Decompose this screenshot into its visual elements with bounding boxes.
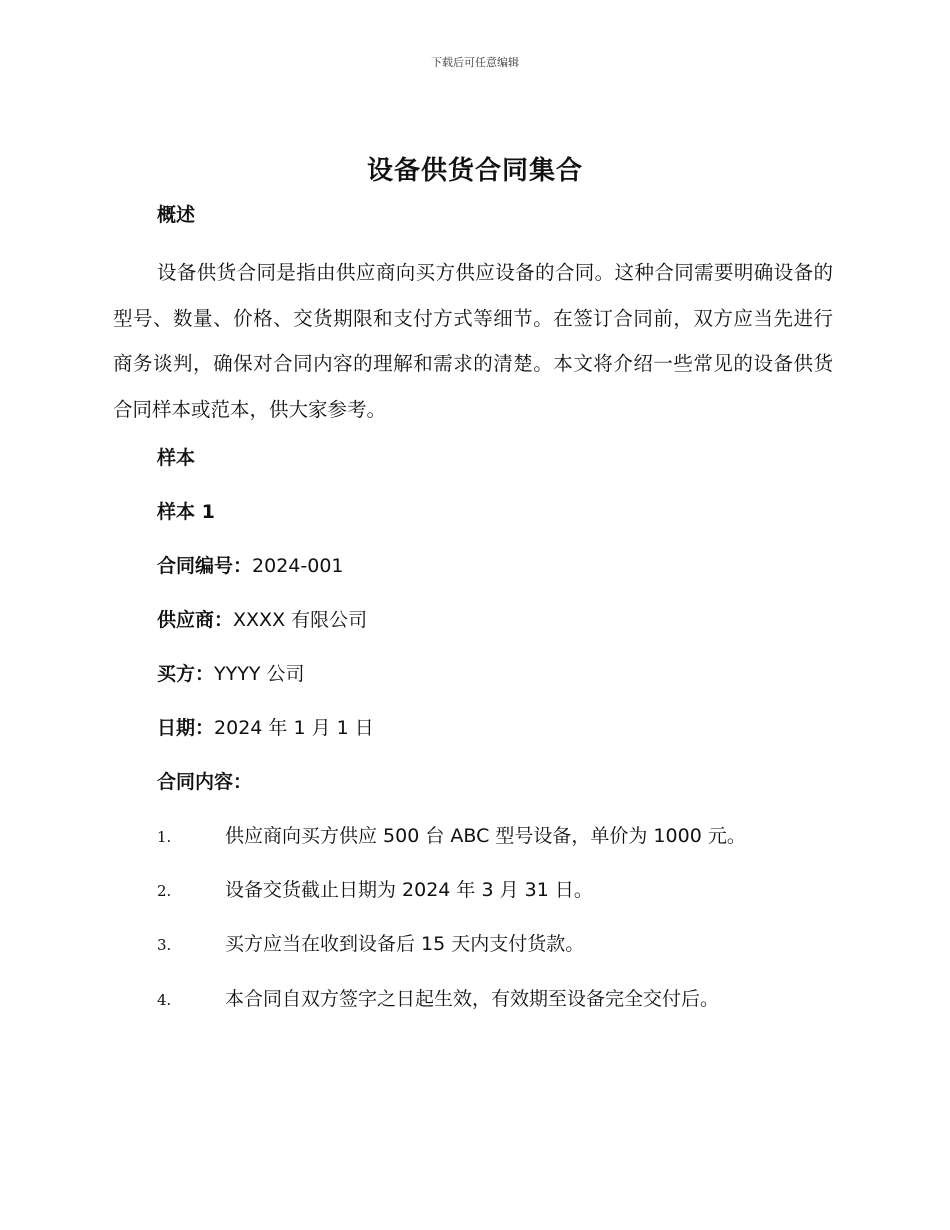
date-label: 日期： [157,717,215,739]
contract-content-heading: 合同内容： [157,771,253,793]
document-title: 设备供货合同集合 [366,156,583,186]
buyer-field [157,659,304,686]
supplier-value: XXXX 有限公司 [233,609,368,631]
list-item-text: 设备交货截止日期为 2024 年 3 月 31 日。 [225,879,593,901]
overview-heading: 概述 [157,204,196,226]
page-header-note: 下载后可任意编辑 [431,56,519,69]
list-item-number: 4. [157,991,172,1009]
sample-1-heading: 样本 1 [157,501,215,523]
buyer-label: 买方： [157,663,215,685]
list-item [157,875,857,902]
contract-number-label: 合同编号： [157,555,253,577]
list-item [157,821,857,848]
supplier-field [157,605,367,632]
contract-number-field [157,551,344,578]
supplier-label: 供应商： [157,609,234,631]
date-value: 2024 年 1 月 1 日 [214,717,374,739]
list-item-text: 本合同自双方签字之日起生效，有效期至设备完全交付后。 [225,988,720,1010]
list-item [157,929,857,956]
list-item-text: 买方应当在收到设备后 15 天内支付货款。 [225,933,585,955]
list-item-number: 3. [157,936,172,954]
list-item-text: 供应商向买方供应 500 台 ABC 型号设备，单价为 1000 元。 [225,825,746,847]
contract-number-value: 2024-001 [252,555,344,577]
buyer-value: YYYY 公司 [214,663,305,685]
list-item-number: 1. [157,828,172,846]
date-field [157,713,374,740]
samples-heading: 样本 [157,447,196,469]
list-item-number: 2. [157,882,172,900]
list-item [157,984,857,1011]
overview-paragraph: 设备供货合同是指由供应商向买方供应设备的合同。这种合同需要明确设备的型号、数量、价格、交货期限和支付方式等细节。在签订合同前，双方应当先进行商务谈判，确保对合同内容的理解和需求的清楚。本文将介绍一些常见的设备供货合同样本或范本，供大家参考。 [113,261,833,421]
